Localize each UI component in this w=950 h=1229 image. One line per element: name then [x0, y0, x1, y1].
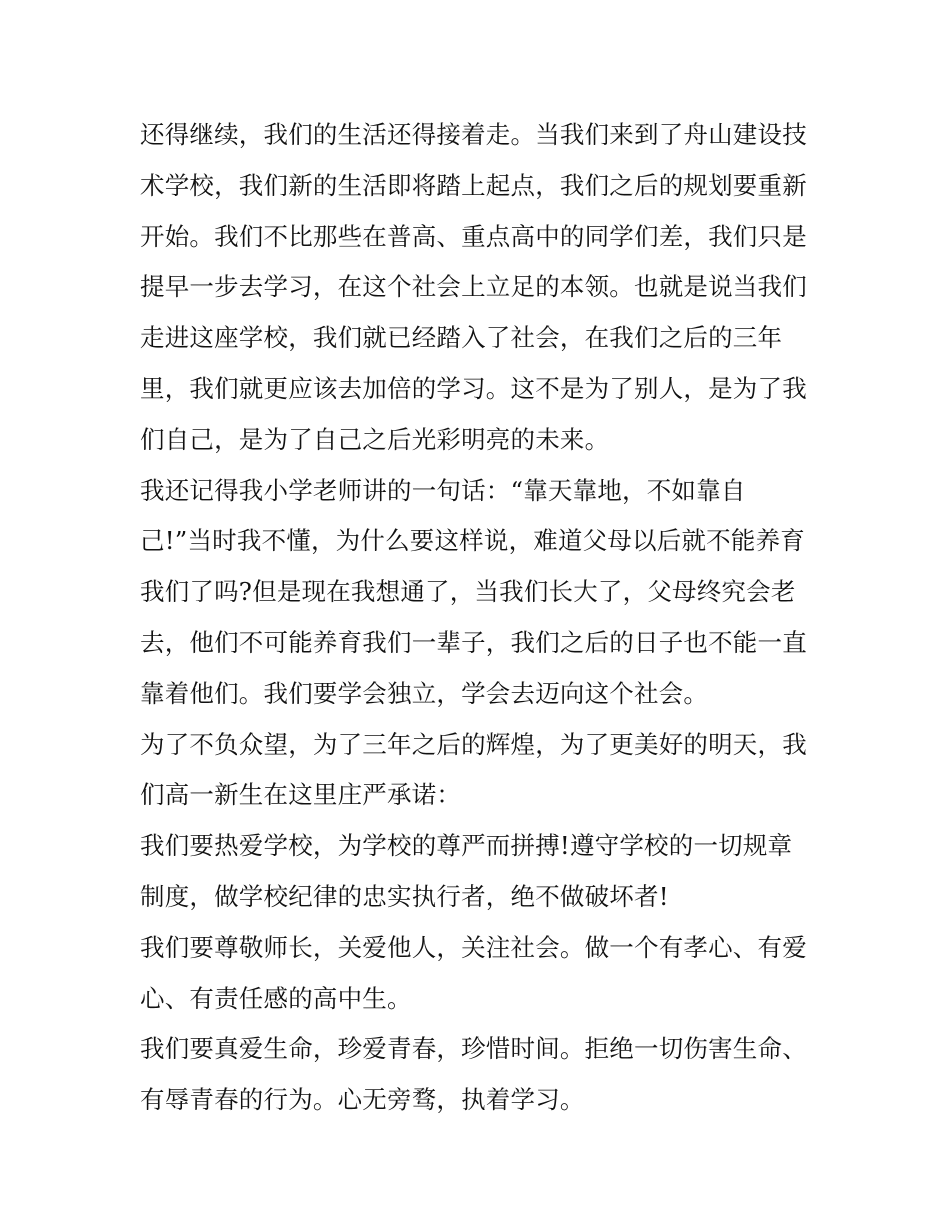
text-line: 开始。我们不比那些在普高、重点高中的同学们差，我们只是 — [140, 221, 807, 251]
text-line: 有辱青春的行为。心无旁骛，执着学习。 — [140, 1085, 585, 1115]
text-line: 走进这座学校，我们就已经踏入了社会，在我们之后的三年 — [140, 323, 783, 353]
text-line: 我们要热爱学校，为学校的尊严而拼搏!遵守学校的一切规章 — [140, 831, 793, 861]
text-line: 我们了吗?但是现在我想通了，当我们长大了，父母终究会老 — [140, 577, 796, 607]
text-line: 为了不负众望，为了三年之后的辉煌，为了更美好的明天，我 — [140, 729, 807, 759]
text-line: 们自己，是为了自己之后光彩明亮的未来。 — [140, 424, 610, 454]
text-line: 心、有责任感的高中生。 — [140, 983, 412, 1013]
text-line: 制度，做学校纪律的忠实执行者，绝不做破坏者! — [140, 881, 669, 911]
text-line: 还得继续，我们的生活还得接着走。当我们来到了舟山建设技 — [140, 120, 807, 149]
text-line: 里，我们就更应该去加倍的学习。这不是为了别人，是为了我 — [140, 373, 807, 403]
text-line: 我们要真爱生命，珍爱青春，珍惜时间。拒绝一切伤害生命、 — [140, 1034, 807, 1064]
text-line: 我们要尊敬师长，关爱他人，关注社会。做一个有孝心、有爱 — [140, 932, 807, 962]
text-line: 术学校，我们新的生活即将踏上起点，我们之后的规划要重新 — [140, 170, 807, 200]
text-line: 靠着他们。我们要学会独立，学会去迈向这个社会。 — [140, 678, 709, 708]
text-line: 提早一步去学习，在这个社会上立足的本领。也就是说当我们 — [140, 272, 807, 302]
text-line: 们高一新生在这里庄严承诺： — [140, 780, 462, 810]
text-line: 我还记得我小学老师讲的一句话：“靠天靠地，不如靠自 — [140, 475, 746, 505]
text-line: 去，他们不可能养育我们一辈子，我们之后的日子也不能一直 — [140, 627, 807, 657]
document-body — [140, 110, 820, 1126]
text-line: 己!”当时我不懂，为什么要这样说，难道父母以后就不能养育 — [140, 526, 805, 556]
